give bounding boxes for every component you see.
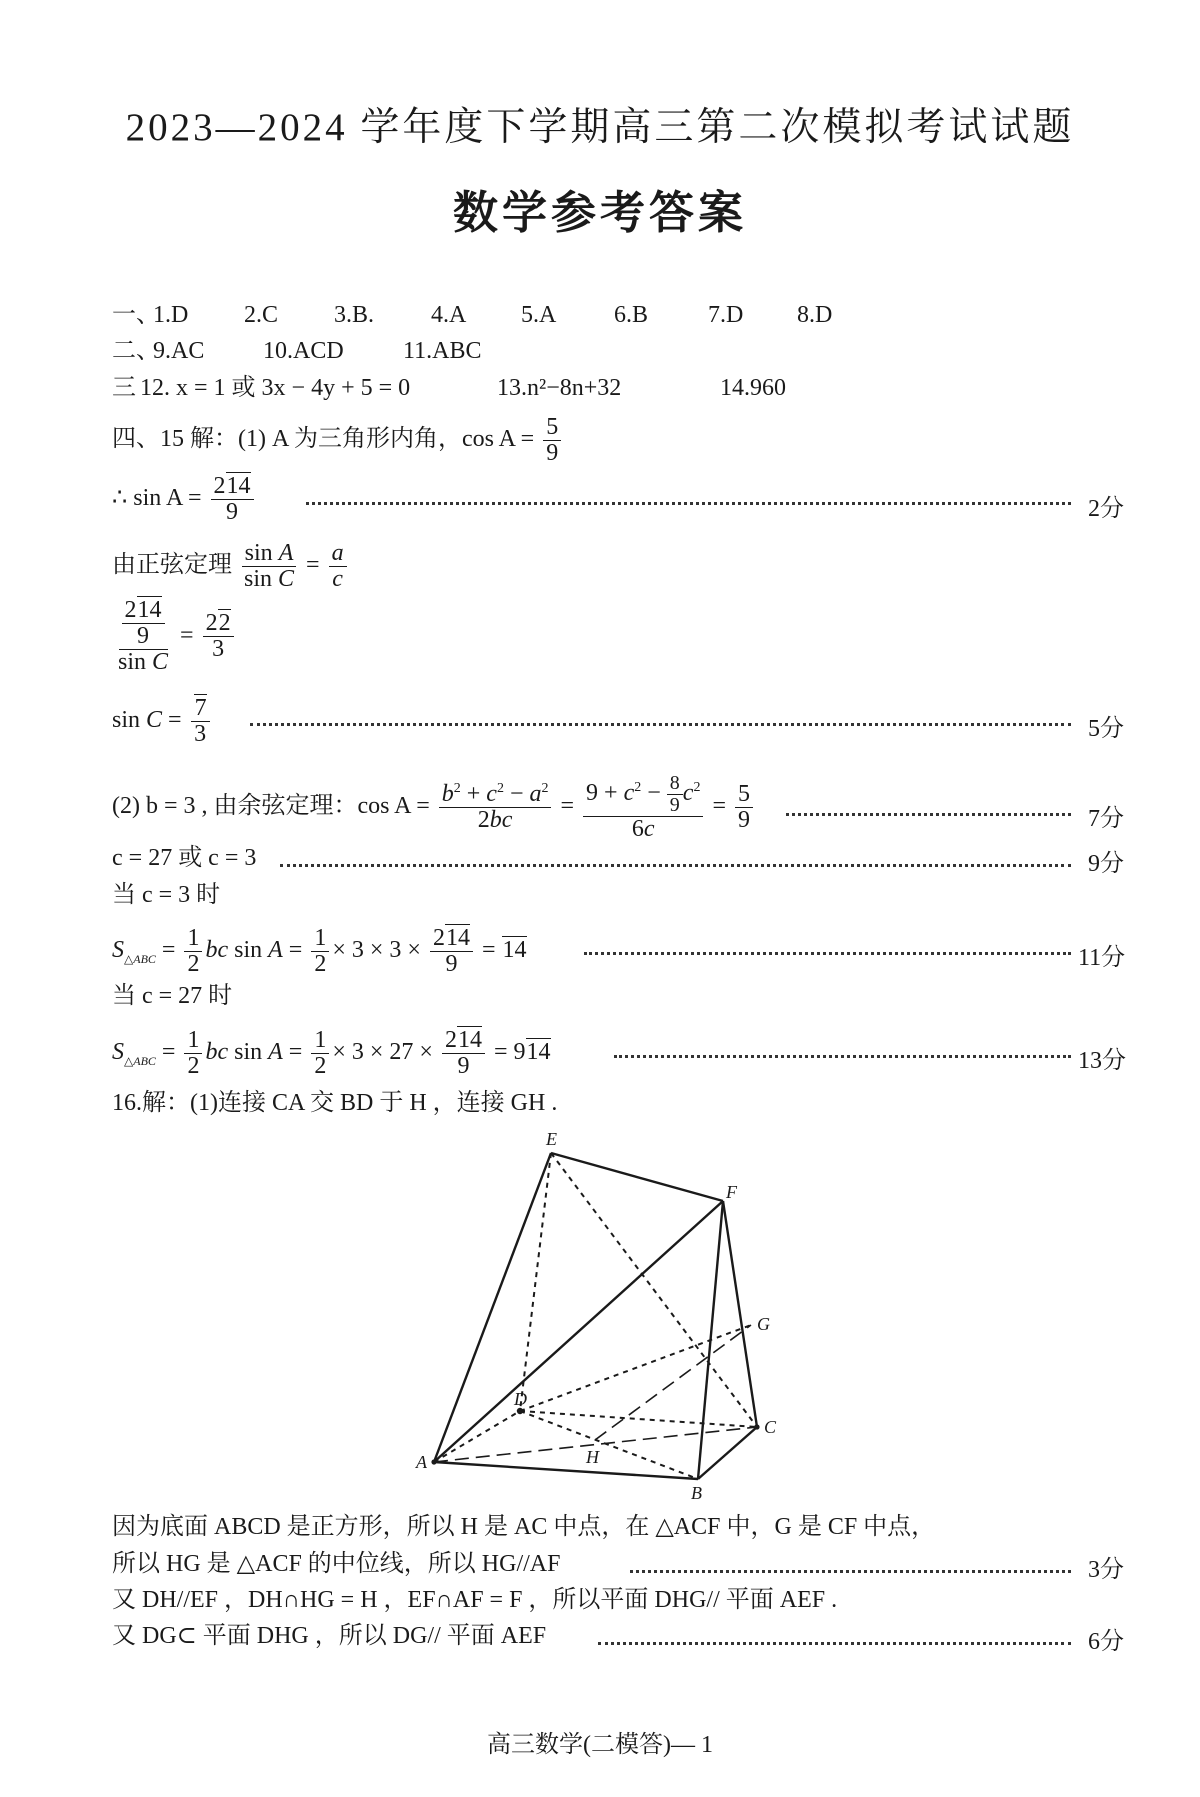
page-title: 2023—2024 学年度下学期高三第二次模拟考试试题	[125, 106, 1075, 149]
answer-item: 14.960	[720, 375, 786, 401]
fraction-sinA: $\frac{214}{9}$	[211, 474, 254, 525]
nested-fraction-line: $\frac{\frac{214}{9}}{\text{sin C}}$ = $\frac{22}{3}$	[112, 598, 237, 676]
sine-law-label: 由正弦定理	[112, 552, 232, 579]
answer-item: 1.D	[153, 302, 189, 328]
score-leader-dots	[584, 952, 1071, 955]
answer-item: 9.AC	[153, 338, 205, 364]
score-leader-dots	[630, 1570, 1071, 1573]
edge-AF	[434, 1201, 723, 1462]
answer-item: 6.B	[614, 302, 649, 328]
sinC-formula: sin C = $\frac{7}{3}$	[112, 696, 213, 747]
edge-EF	[551, 1153, 723, 1201]
fraction-a-c: $\frac{a}{c}$	[329, 541, 347, 592]
case-c27: 当 c = 27 时	[112, 983, 233, 1009]
fraction-5-9: $\frac{5}{9}$	[735, 782, 753, 833]
answer-item: 8.D	[797, 302, 833, 328]
score-label: 3分	[1088, 1557, 1124, 1583]
score-label: 7分	[1088, 806, 1124, 832]
answer-item: 3.B.	[334, 302, 375, 328]
score-leader-dots	[786, 813, 1071, 816]
frac-num: 5	[543, 415, 561, 441]
answer-item: 7.D	[708, 302, 744, 328]
edge-HG	[595, 1325, 751, 1440]
answer-item: 2.C	[244, 302, 279, 328]
q16-intro: 16.解：(1)连接 CA 交 BD 于 H ，连接 GH .	[112, 1090, 558, 1116]
part2-prefix: (2) b = 3 , 由余弦定理：cos A =	[112, 793, 430, 820]
q16-line-4: 又 DG⊂ 平面 DHG ，所以 DG// 平面 AEF	[112, 1623, 547, 1649]
page-subtitle: 数学参考答案	[452, 186, 747, 239]
edge-DC	[520, 1411, 757, 1427]
label-E: E	[546, 1129, 557, 1149]
c-result: c = 27 或 c = 3	[112, 845, 257, 871]
fraction-cosA	[543, 415, 561, 466]
fraction-nested: $\frac{\frac{214}{9}}{\text{sin C}}$	[118, 597, 169, 676]
score-label: 11分	[1078, 945, 1126, 971]
q15-intro	[112, 415, 564, 466]
score-leader-dots	[306, 502, 1071, 505]
q16-line-2: 所以 HG 是 △ACF 的中位线，所以 HG//AF	[112, 1551, 561, 1577]
answer-item: 13.n²−8n+32	[497, 375, 622, 401]
label-D: D	[514, 1389, 527, 1409]
score-label: 2分	[1088, 496, 1124, 522]
section-label: 一、	[112, 302, 160, 328]
score-leader-dots	[598, 1642, 1071, 1645]
geometry-figure	[400, 1125, 820, 1505]
answer-item: 11.ABC	[403, 338, 482, 364]
point-A	[431, 1459, 436, 1464]
area-formula-1: $S_{\triangle ABC}$ = $\frac{1}{2}$ bc sin A = $\frac{1}{2}$ × 3 × 3 × $\frac{214}{9}$ = 14	[112, 925, 527, 978]
answer-item: 10.ACD	[263, 338, 344, 364]
score-label: 5分	[1088, 716, 1124, 742]
section-label: 二、	[112, 338, 160, 364]
fraction-cosine-sub: $9 + c^2$ − $\frac{8}{9}$ $c^2$ 6c	[583, 773, 703, 842]
score-leader-dots	[280, 864, 1071, 867]
case-c3: 当 c = 3 时	[112, 882, 221, 908]
page-footer: 高三数学(二模答)— 1	[487, 1732, 713, 1758]
point-C	[754, 1424, 759, 1429]
sinA-formula	[112, 474, 257, 525]
score-label: 9分	[1088, 851, 1124, 877]
label-C: C	[764, 1417, 777, 1437]
fraction-2sqrt2-3: $\frac{22}{3}$	[203, 611, 234, 662]
cosine-law-line: (2) b = 3 , 由余弦定理：cos A = $\frac{b^2 + c^2 - a^2}{2bc}$ = $9 + c^2$ − $\frac{8}{9}$ $c^2$ 6c = $\frac{5}{9}$	[112, 773, 756, 842]
label-B: B	[691, 1483, 702, 1503]
score-label: 6分	[1088, 1629, 1124, 1655]
answer-item: 12. x = 1 或 3x − 4y + 5 = 0	[140, 375, 411, 401]
label-G: G	[757, 1314, 770, 1334]
label-A: A	[416, 1452, 427, 1472]
area-formula-2: $S_{\triangle ABC}$ = $\frac{1}{2}$ bc sin A = $\frac{1}{2}$ × 3 × 27 × $\frac{214}{9}$ = 914	[112, 1027, 551, 1080]
q16-line-1: 因为底面 ABCD 是正方形，所以 H 是 AC 中点，在 △ACF 中，G 是 CF 中点，	[112, 1514, 936, 1540]
fraction-sine-ratio: $\frac{\text{sin A}}{\text{sin C}}$	[241, 541, 297, 592]
score-leader-dots	[250, 723, 1071, 726]
edge-AB	[434, 1462, 698, 1479]
edge-BC	[698, 1427, 757, 1479]
score-label: 13分	[1078, 1048, 1126, 1074]
edge-FC	[723, 1201, 757, 1427]
answer-item: 4.A	[431, 302, 467, 328]
sine-law-line: 由正弦定理 $\frac{\text{sin A}}{\text{sin C}}$ = $\frac{a}{c}$	[112, 541, 350, 592]
fraction-sinC: $\frac{7}{3}$	[191, 696, 210, 747]
q16-line-3: 又 DH//EF ，DH∩HG = H ，EF∩AF = F ，所以平面 DHG// 平面 AEF .	[112, 1587, 838, 1613]
edge-DG	[520, 1325, 751, 1411]
label-H: H	[586, 1447, 599, 1467]
section-label: 三	[112, 375, 136, 401]
label-F: F	[726, 1182, 737, 1202]
frac-den: 9	[546, 440, 559, 467]
score-leader-dots	[614, 1055, 1071, 1058]
answer-item: 5.A	[521, 302, 557, 328]
fraction-cosine-law: $\frac{b^2 + c^2 - a^2}{2bc}$	[439, 782, 552, 833]
sinA-prefix: ∴ sin A =	[112, 485, 202, 512]
q15-intro-text: 四、15 解：(1) A 为三角形内角，cos A =	[112, 426, 535, 453]
